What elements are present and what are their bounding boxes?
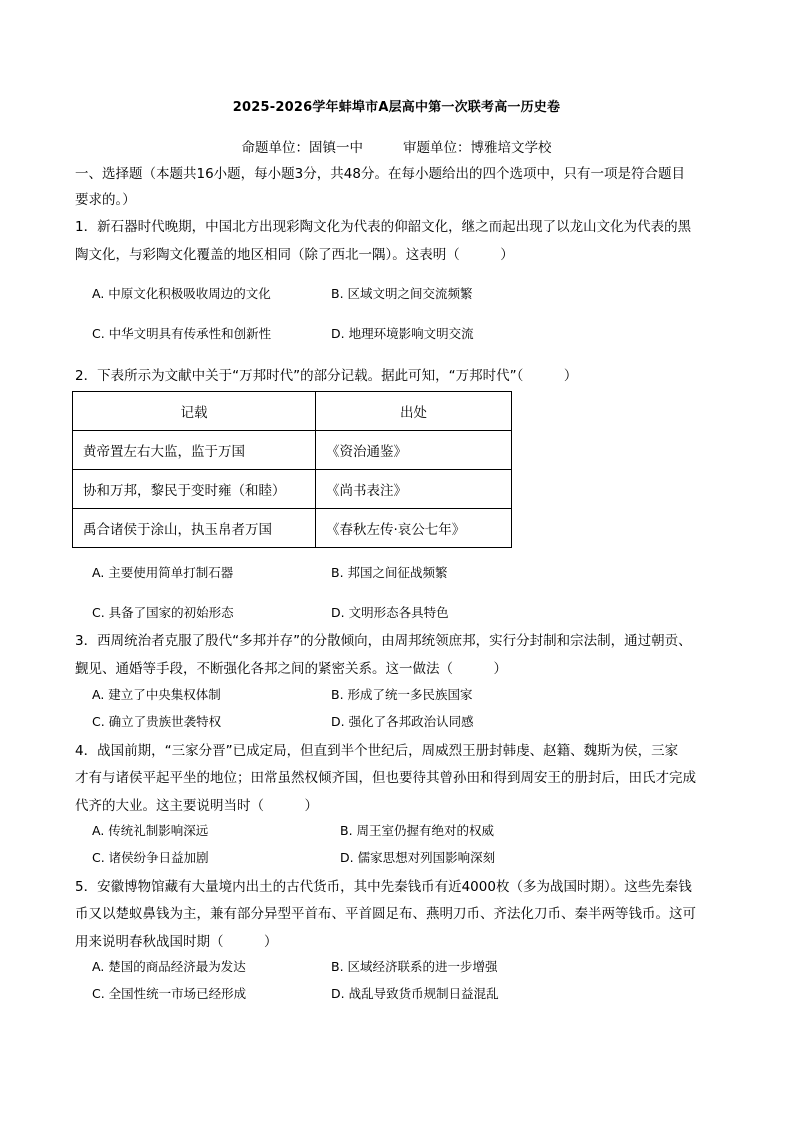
table-row xyxy=(73,509,512,548)
q5-stem-line3: 用来说明春秋战国时期（ ） xyxy=(75,934,278,950)
q5-option-a: A. 楚国的商品经济最为发达 xyxy=(92,959,246,974)
table-cell-source: 《春秋左传·哀公七年》 xyxy=(316,509,512,548)
exam-units xyxy=(0,136,793,156)
table-header-source: 出处 xyxy=(316,392,512,431)
q4-option-b: B. 周王室仍握有绝对的权威 xyxy=(340,823,495,838)
q1-option-b: B. 区域文明之间交流频繁 xyxy=(331,286,473,301)
q5-option-b: B. 区域经济联系的进一步增强 xyxy=(331,959,498,974)
q4-option-c: C. 诸侯纷争日益加剧 xyxy=(92,850,209,865)
q4-stem-line1: 4．战国前期，“三家分晋”已成定局，但直到半个世纪后，周威烈王册封韩虔、赵籍、魏斯为侯，三家 xyxy=(75,743,679,759)
table-row xyxy=(73,431,512,470)
table-header-row xyxy=(73,392,512,431)
table-cell-record: 协和万邦，黎民于变时雍（和睦） xyxy=(73,470,316,509)
q4-option-a: A. 传统礼制影响深远 xyxy=(92,823,209,838)
q2-option-b: B. 邦国之间征战频繁 xyxy=(331,565,448,580)
q3-option-d: D. 强化了各邦政治认同感 xyxy=(331,714,474,729)
author-unit: 命题单位：固镇一中 xyxy=(241,140,363,156)
q1-stem-line1: 1．新石器时代晚期，中国北方出现彩陶文化为代表的仰韶文化，继之而起出现了以龙山文化为代表的黑 xyxy=(75,219,692,235)
table-header-record: 记载 xyxy=(73,392,316,431)
q2-option-a: A. 主要使用简单打制石器 xyxy=(92,565,234,580)
q2-table xyxy=(72,391,512,548)
section-instructions-line2: 要求的。） xyxy=(75,192,136,208)
table-cell-source: 《资治通鉴》 xyxy=(316,431,512,470)
q3-option-c: C. 确立了贵族世袭特权 xyxy=(92,714,222,729)
q1-option-c: C. 中华文明具有传承性和创新性 xyxy=(92,326,272,341)
reviewer-unit: 审题单位：博雅培文学校 xyxy=(403,140,552,156)
q3-option-a: A. 建立了中央集权体制 xyxy=(92,687,221,702)
q4-stem-line3: 代齐的大业。这主要说明当时（ ） xyxy=(75,798,318,814)
q3-option-b: B. 形成了统一多民族国家 xyxy=(331,687,473,702)
q5-stem-line2: 币又以楚蚁鼻钱为主，兼有部分异型平首布、平首圆足布、燕明刀币、齐法化刀币、秦半两等钱币。这可 xyxy=(75,906,696,922)
q1-option-d: D. 地理环境影响文明交流 xyxy=(331,326,474,341)
table-cell-record: 黄帝置左右大监，监于万国 xyxy=(73,431,316,470)
table-row xyxy=(73,470,512,509)
q3-stem-line1: 3．西周统治者克服了殷代“多邦并存”的分散倾向，由周邦统领庶邦，实行分封制和宗法制，通过朝贡、 xyxy=(75,633,692,649)
q2-option-c: C. 具备了国家的初始形态 xyxy=(92,605,234,620)
exam-title: 2025-2026学年蚌埠市A层高中第一次联考高一历史卷 xyxy=(232,100,561,115)
q5-option-d: D. 战乱导致货币规制日益混乱 xyxy=(331,986,499,1001)
table-cell-source: 《尚书表注》 xyxy=(316,470,512,509)
q1-stem-line2: 陶文化，与彩陶文化覆盖的地区相同（除了西北一隅）。这表明（ ） xyxy=(75,247,514,263)
q3-stem-line2: 觐见、通婚等手段，不断强化各邦之间的紧密关系。这一做法（ ） xyxy=(75,661,507,677)
q2-option-d: D. 文明形态各具特色 xyxy=(331,605,449,620)
q2-stem-line1: 2．下表所示为文献中关于“万邦时代”的部分记载。据此可知，“万邦时代”（ ） xyxy=(75,368,578,384)
table-cell-record: 禹合诸侯于涂山，执玉帛者万国 xyxy=(73,509,316,548)
q1-option-a: A. 中原文化积极吸收周边的文化 xyxy=(92,286,271,301)
section-instructions-line1: 一、选择题（本题共16小题，每小题3分，共48分。在每小题给出的四个选项中，只有一项是符合题目 xyxy=(75,166,685,182)
q4-stem-line2: 才有与诸侯平起平坐的地位；田常虽然权倾齐国，但也要待其曾孙田和得到周安王的册封后，田氏才完成 xyxy=(75,770,696,786)
q5-option-c: C. 全国性统一市场已经形成 xyxy=(92,986,247,1001)
q4-option-d: D. 儒家思想对列国影响深刻 xyxy=(340,850,496,865)
q5-stem-line1: 5．安徽博物馆藏有大量境内出土的古代货币，其中先秦钱币有近4000枚（多为战国时期）。这些先秦钱 xyxy=(75,879,692,895)
